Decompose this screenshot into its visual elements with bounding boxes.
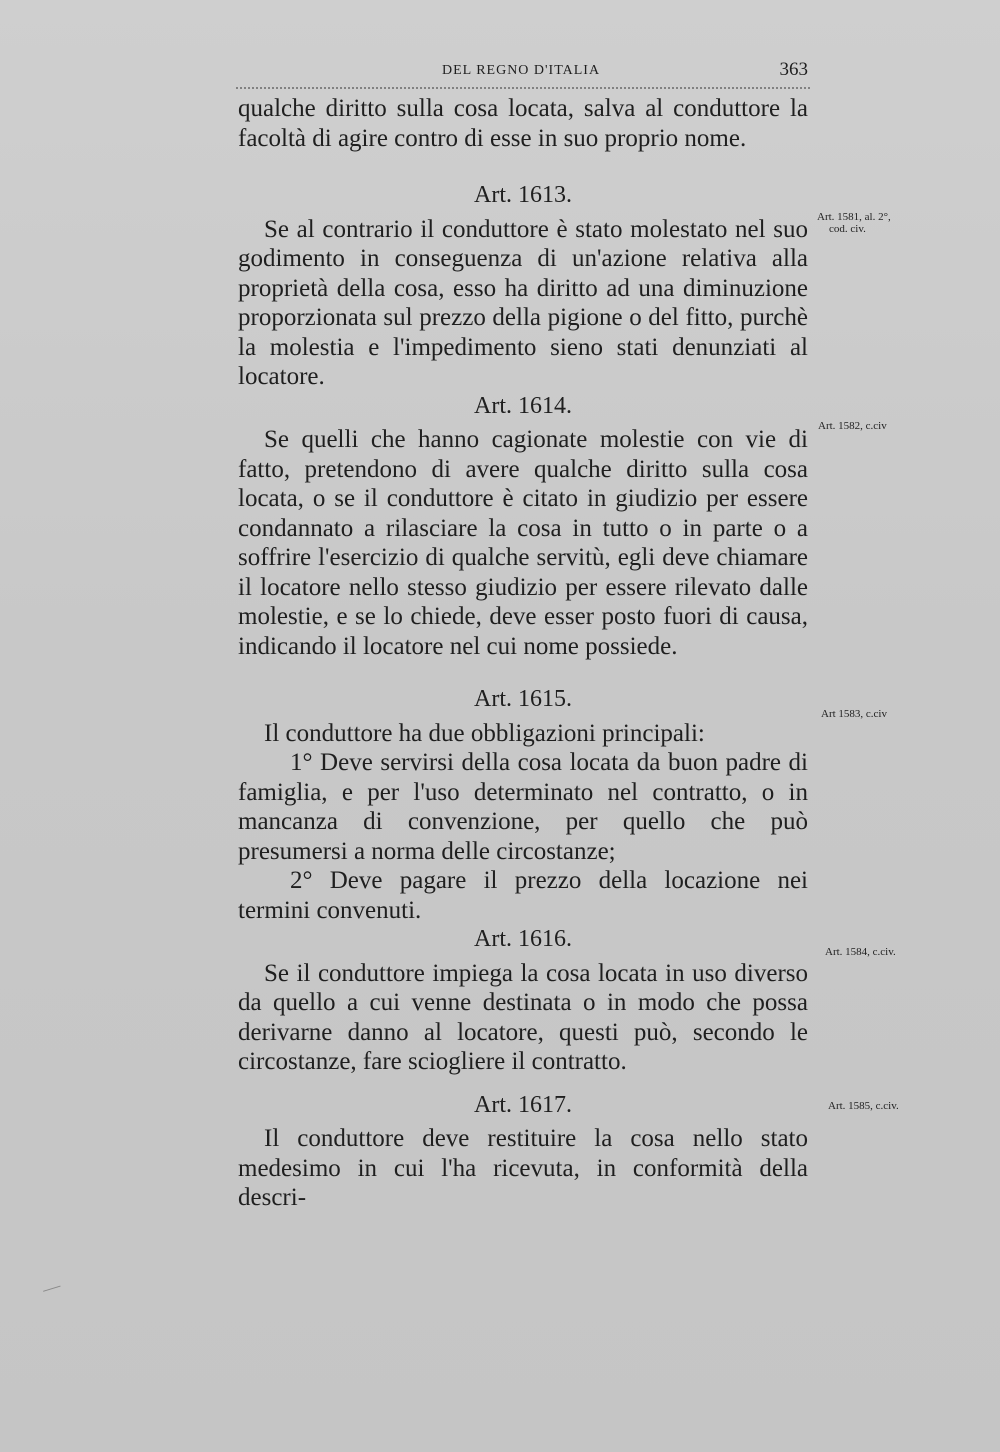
article-heading-1617: Art. 1617. bbox=[474, 1091, 572, 1118]
article-heading-1613: Art. 1613. bbox=[474, 182, 572, 208]
article-1615-item-2: 2° Deve pagare il prezzo della locazione nei termini convenuti. bbox=[238, 867, 808, 924]
margin-note-1617-line-1: Art. 1585, c.civ. bbox=[828, 1100, 899, 1112]
margin-note-1616-line-1: Art. 1584, c.civ. bbox=[825, 946, 896, 958]
article-1613-text: Se al contrario il conduttore è stato molestato nel suo godimento in conseguenza di un'azione relativa alla proprietà della cosa, esso ha diritto ad una diminuzione proporzionata sul prezzo della pigione o del fitto, purchè la molestia e l'impedimento sieno stati denunziati al locatore. bbox=[238, 215, 808, 390]
article-heading-1615: Art. 1615. bbox=[474, 686, 572, 712]
header-rule bbox=[236, 87, 810, 89]
article-1614-text: Se quelli che hanno cagionate molestie con vie di fatto, pretendono di avere qualche diritto sulla cosa locata, o se il conduttore è citato in giudizio per essere condannato a rilasciare la cosa in tutto o in parte o a soffrire l'esercizio di qualche servitù, egli deve chiamare il locatore nello stesso giudizio per essere rilevato dalle molestie, e se lo chiede, deve esser posto fuori di causa, indicando il locatore nel cui nome possiede. bbox=[238, 426, 808, 660]
margin-note-1616 bbox=[825, 946, 896, 958]
article-heading-1616: Art. 1616. bbox=[474, 926, 572, 952]
margin-note-1615 bbox=[821, 708, 887, 720]
running-header bbox=[236, 58, 810, 88]
margin-note-1613 bbox=[817, 211, 891, 235]
article-1616-text: Se il conduttore impiega la cosa locata in uso diverso da quello a cui venne destinata o in modo che possa derivarne danno al locatore, questi può, secondo le circostanze, fare sciogliere il contratto. bbox=[238, 959, 808, 1075]
header-title: DEL REGNO D'ITALIA bbox=[442, 63, 601, 78]
margin-note-1614-line-1: Art. 1582, c.civ bbox=[818, 420, 887, 432]
margin-note-1613-line-2: cod. civ. bbox=[829, 223, 866, 235]
margin-note-1614 bbox=[818, 420, 887, 432]
article-heading-1614: Art. 1614. bbox=[474, 392, 572, 419]
margin-note-1613-line-1: Art. 1581, al. 2°, bbox=[817, 211, 891, 223]
margin-note-1615-line-1: Art 1583, c.civ bbox=[821, 708, 887, 720]
continuation-paragraph: qualche diritto sulla cosa locata, salva al conduttore la facoltà di agire contro di esse in suo proprio nome. bbox=[238, 95, 808, 152]
page-body bbox=[238, 94, 808, 1213]
article-1617-text: Il conduttore deve restituire la cosa nello stato medesimo in cui l'ha ricevuta, in conformità della descri- bbox=[238, 1125, 808, 1211]
margin-note-1617 bbox=[828, 1100, 899, 1112]
paper-mark bbox=[43, 1286, 63, 1300]
page-number: 363 bbox=[779, 59, 808, 80]
article-1615-text: Il conduttore ha due obbligazioni principali: bbox=[264, 719, 705, 747]
article-1615-item-1: 1° Deve servirsi della cosa locata da buon padre di famiglia, e per l'uso determinato nel contratto, o in mancanza di convenzione, per quello che può presumersi a norma delle circostanze; bbox=[238, 749, 808, 865]
